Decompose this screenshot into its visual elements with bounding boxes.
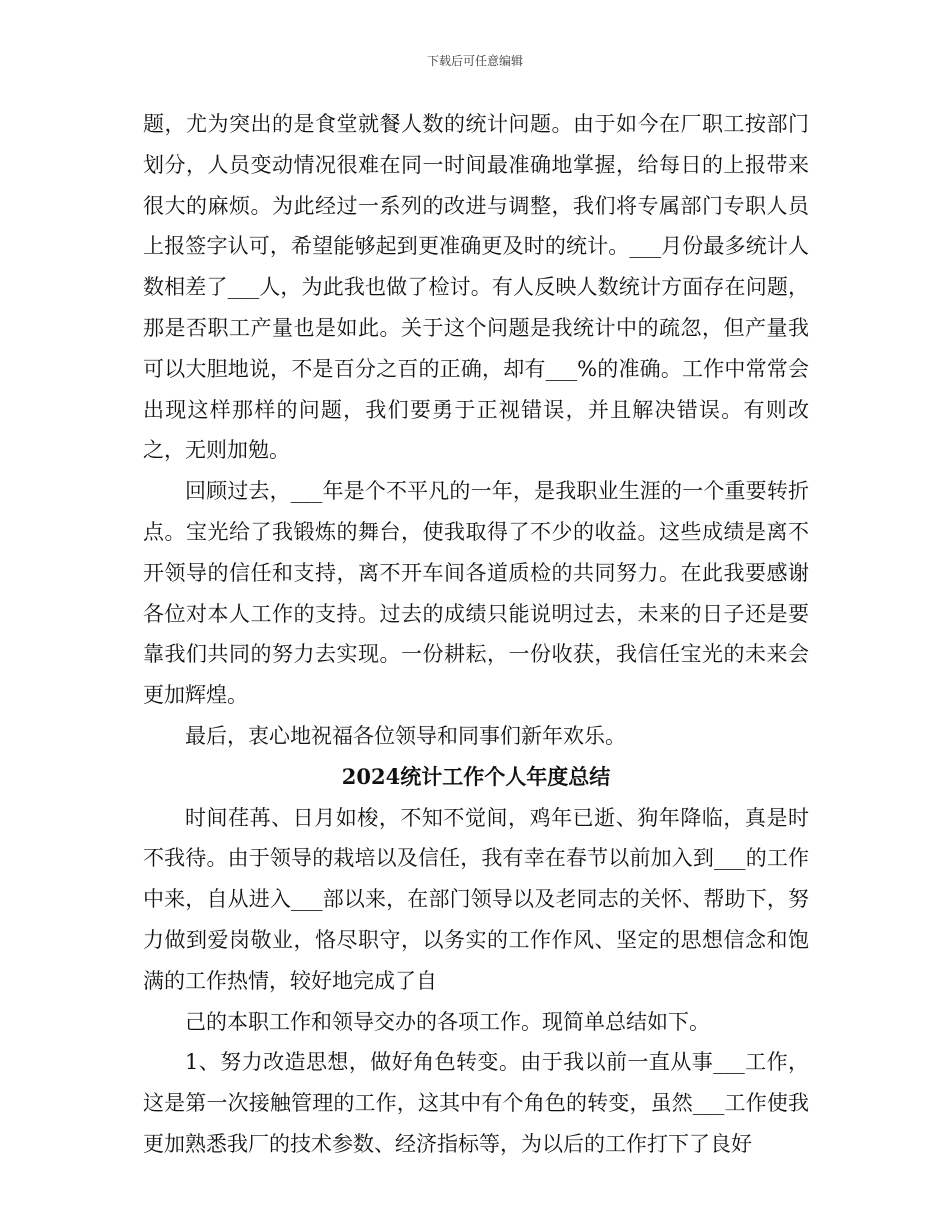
paragraph-closing-wishes: 最后，衷心地祝福各位领导和同事们新年欢乐。 [185, 723, 626, 748]
document-body [143, 104, 809, 1165]
paragraph-looking-back: 回顾过去，___年是个不平凡的一年，是我职业生涯的一个重要转折点。宝光给了我锻炼的舞台，使我取得了不少的收益。这些成绩是离不开领导的信任和支持，离不开车间各道质检的共同努力。在此我要感谢各位对本人工作的支持。过去的成绩只能说明过去，未来的日子还是要靠我们共同的努力去实现。一份耕耘，一份收获，我信任宝光的未来会更加辉煌。 [143, 479, 809, 708]
section-title: 2024统计工作个人年度总结 [341, 763, 611, 789]
paragraph-introduction: 时间荏苒、日月如梭，不知不觉间，鸡年已逝、狗年降临，真是时不我待。由于领导的栽培以及信任，我有幸在春节以前加入到___的工作中来，自从进入___部以来，在部门领导以及老同志的关怀、帮助下，努力做到爱岗敬业，恪尽职守，以务实的工作作风、坚定的思想信念和饱满的工作热情，较好地完成了自 [143, 805, 809, 993]
paragraph-point-one: 1、努力改造思想，做好角色转变。由于我以前一直从事___工作，这是第一次接触管理的工作，这其中有个角色的转变，虽然___工作使我更加熟悉我厂的技术参数、经济指标等，为以后的工作打下了良好 [143, 1050, 809, 1156]
paragraph-summary-lead: 己的本职工作和领导交办的各项工作。现简单总结如下。 [185, 1009, 710, 1034]
page-header: 下载后可任意编辑 [426, 54, 523, 68]
paragraph-statistics-issues: 题，尤为突出的是食堂就餐人数的统计问题。由于如今在厂职工按部门划分，人员变动情况很难在同一时间最准确地掌握，给每日的上报带来很大的麻烦。为此经过一系列的改进与调整，我们将专属部门专职人员上报签字认可，希望能够起到更准确更及时的统计。___月份最多统计人数相差了___人，为此我也做了检讨。有人反映人数统计方面存在问题，那是否职工产量也是如此。关于这个问题是我统计中的疏忽，但产量我可以大胆地说，不是百分之百的正确，却有___%的准确。工作中常常会出现这样那样的问题，我们要勇于正视错误，并且解决错误。有则改之，无则加勉。 [143, 112, 809, 463]
